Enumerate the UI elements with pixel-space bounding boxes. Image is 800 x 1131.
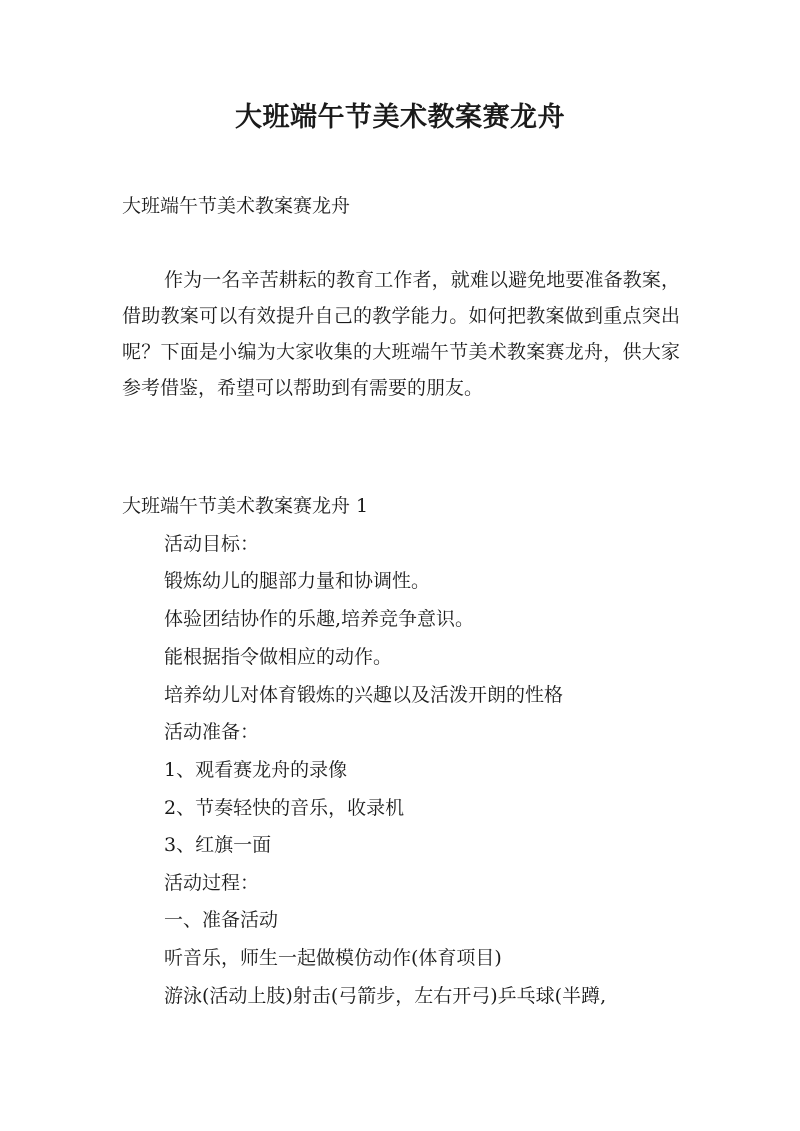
prep-heading: 活动准备： [164,721,260,743]
prep-item: 2、节奏轻快的音乐，收录机 [164,797,405,819]
process-item: 一、准备活动 [164,909,279,931]
goal-item: 体验团结协作的乐趣,培养竞争意识。 [164,608,475,630]
process-heading: 活动过程： [164,872,260,894]
section-heading: 大班端午节美术教案赛龙舟 1 [122,495,369,517]
prep-item: 3、红旗一面 [164,834,272,856]
process-item: 游泳(活动上肢)射击(弓箭步，左右开弓)乒乓球(半蹲, [164,985,607,1007]
prep-item: 1、观看赛龙舟的录像 [164,759,348,781]
goal-item: 培养幼儿对体育锻炼的兴趣以及活泼开朗的性格 [164,684,564,706]
goal-item: 锻炼幼儿的腿部力量和协调性。 [164,570,431,592]
document-subtitle: 大班端午节美术教案赛龙舟 [122,195,351,217]
intro-paragraph: 作为一名辛苦耕耘的教育工作者，就难以避免地要准备教案，借助教案可以有效提升自己的教学能力。如何把教案做到重点突出呢？下面是小编为大家收集的大班端午节美术教案赛龙舟，供大家参考借鉴，希望可以帮助到有需要的朋友。 [122,269,680,399]
goal-item: 能根据指令做相应的动作。 [164,646,393,668]
goals-heading: 活动目标： [164,533,260,555]
process-item: 听音乐，师生一起做模仿动作(体育项目) [164,947,502,969]
document-title: 大班端午节美术教案赛龙舟 [235,102,565,133]
